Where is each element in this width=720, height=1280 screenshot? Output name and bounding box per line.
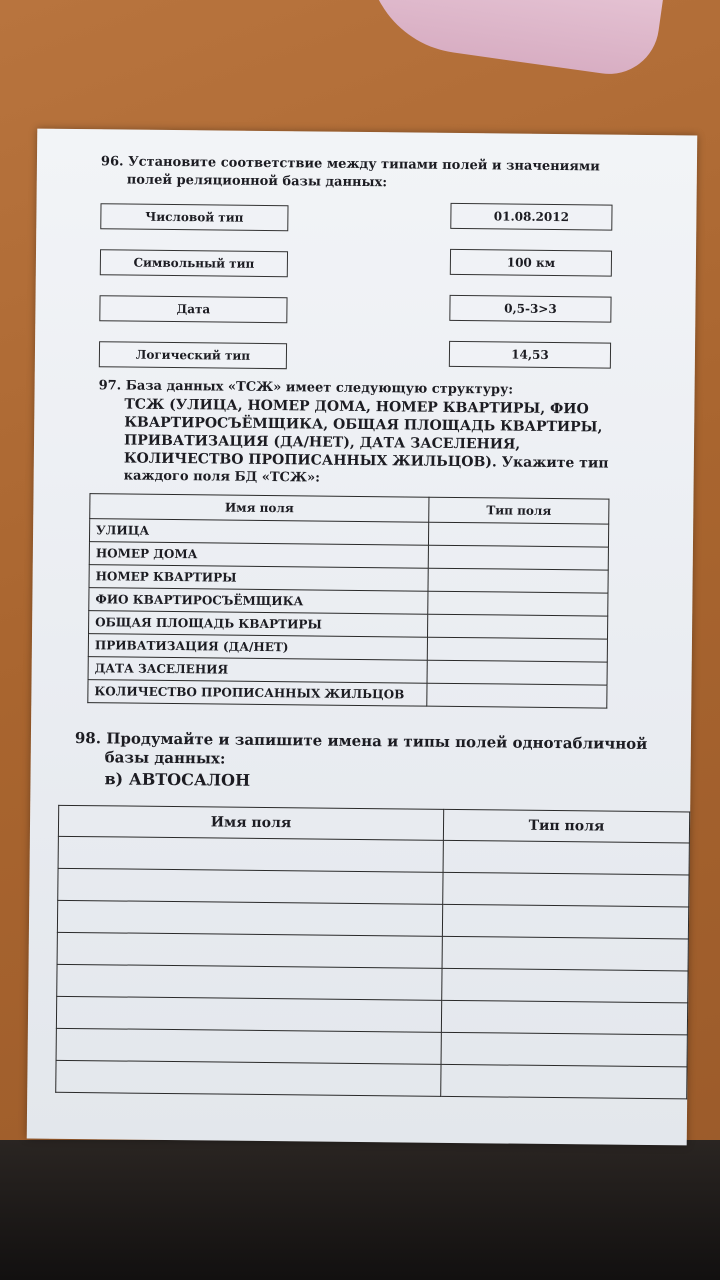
q98-line1: Продумайте и запишите имена и типы полей однотабличной bbox=[106, 729, 648, 753]
name-cell[interactable] bbox=[58, 836, 443, 872]
q97-line3: КВАРТИРОСЪЁМЩИКА, ОБЩАЯ ПЛОЩАДЬ КВАРТИРЫ, bbox=[124, 414, 603, 436]
field-type-cell[interactable] bbox=[427, 660, 607, 685]
q98-col-type: Тип поля bbox=[443, 809, 689, 843]
q96-left-4: Логический тип bbox=[99, 341, 287, 369]
q96-right-1: 01.08.2012 bbox=[450, 203, 612, 231]
name-cell[interactable] bbox=[57, 900, 442, 936]
field-name: НОМЕР КВАРТИРЫ bbox=[89, 565, 428, 592]
type-cell[interactable] bbox=[442, 936, 688, 971]
type-cell[interactable] bbox=[441, 1064, 687, 1099]
q98-table bbox=[55, 805, 690, 1100]
type-cell[interactable] bbox=[443, 872, 689, 907]
name-cell[interactable] bbox=[58, 868, 443, 904]
q97-number: 97. bbox=[98, 378, 122, 394]
name-cell[interactable] bbox=[57, 964, 442, 1000]
pink-cloth bbox=[355, 0, 666, 80]
q98-line2: базы данных: bbox=[104, 748, 226, 768]
name-cell[interactable] bbox=[56, 1060, 441, 1096]
field-type-cell[interactable] bbox=[428, 568, 608, 593]
worksheet-page bbox=[27, 129, 698, 1146]
q97-text bbox=[98, 377, 659, 491]
field-type-cell[interactable] bbox=[428, 614, 608, 639]
field-name: ДАТА ЗАСЕЛЕНИЯ bbox=[88, 657, 427, 684]
q96-line2: полей реляционной базы данных: bbox=[126, 172, 388, 191]
q96-number: 96. bbox=[100, 154, 124, 170]
q98-number: 98. bbox=[74, 728, 102, 748]
field-type-cell[interactable] bbox=[427, 683, 607, 708]
table-row bbox=[56, 1060, 687, 1099]
type-cell[interactable] bbox=[442, 904, 688, 939]
q97-col-name: Имя поля bbox=[90, 494, 429, 523]
field-name: ОБЩАЯ ПЛОЩАДЬ КВАРТИРЫ bbox=[89, 611, 428, 638]
type-cell[interactable] bbox=[442, 968, 688, 1003]
q98-col-name: Имя поля bbox=[58, 805, 443, 840]
q97-table bbox=[87, 493, 609, 708]
field-name: ПРИВАТИЗАЦИЯ (ДА/НЕТ) bbox=[88, 634, 427, 661]
q96-line1: Установите соответствие между типами полей и значениями bbox=[128, 154, 600, 175]
type-cell[interactable] bbox=[443, 840, 689, 875]
field-name: НОМЕР ДОМА bbox=[89, 542, 428, 569]
field-name: ФИО КВАРТИРОСЪЁМЩИКА bbox=[89, 588, 428, 615]
q96-right-3: 0,5-3>3 bbox=[449, 295, 611, 323]
field-type-cell[interactable] bbox=[427, 637, 607, 662]
type-cell[interactable] bbox=[441, 1032, 687, 1067]
q98-subheading: в) АВТОСАЛОН bbox=[104, 769, 251, 790]
q96-left-1: Числовой тип bbox=[100, 203, 288, 231]
q96-left-2: Символьный тип bbox=[100, 249, 288, 277]
q97-col-type: Тип поля bbox=[429, 497, 609, 524]
field-type-cell[interactable] bbox=[428, 591, 608, 616]
q96-right-2: 100 км bbox=[450, 249, 612, 277]
field-name: КОЛИЧЕСТВО ПРОПИСАННЫХ ЖИЛЬЦОВ bbox=[88, 680, 427, 707]
name-cell[interactable] bbox=[56, 996, 441, 1032]
field-name: УЛИЦА bbox=[89, 519, 428, 546]
field-type-cell[interactable] bbox=[428, 545, 608, 570]
q97-line1: База данных «ТСЖ» имеет следующую структуру: bbox=[125, 378, 514, 398]
q97-line2: ТСЖ (УЛИЦА, НОМЕР ДОМА, НОМЕР КВАРТИРЫ, ФИО bbox=[124, 396, 589, 418]
q96-text bbox=[101, 153, 661, 195]
table-row bbox=[88, 680, 607, 708]
q97-line6: каждого поля БД «ТСЖ»: bbox=[123, 468, 320, 486]
q96-left-3: Дата bbox=[99, 295, 287, 323]
field-type-cell[interactable] bbox=[428, 522, 608, 547]
dark-background bbox=[0, 1140, 720, 1280]
q97-line4: ПРИВАТИЗАЦИЯ (ДА/НЕТ), ДАТА ЗАСЕЛЕНИЯ, bbox=[123, 432, 521, 453]
name-cell[interactable] bbox=[56, 1028, 441, 1064]
q98-text bbox=[75, 729, 675, 773]
name-cell[interactable] bbox=[57, 932, 442, 968]
type-cell[interactable] bbox=[441, 1000, 687, 1035]
q96-right-4: 14,53 bbox=[449, 341, 611, 369]
q97-line5: КОЛИЧЕСТВО ПРОПИСАННЫХ ЖИЛЬЦОВ). Укажите тип bbox=[123, 450, 609, 472]
